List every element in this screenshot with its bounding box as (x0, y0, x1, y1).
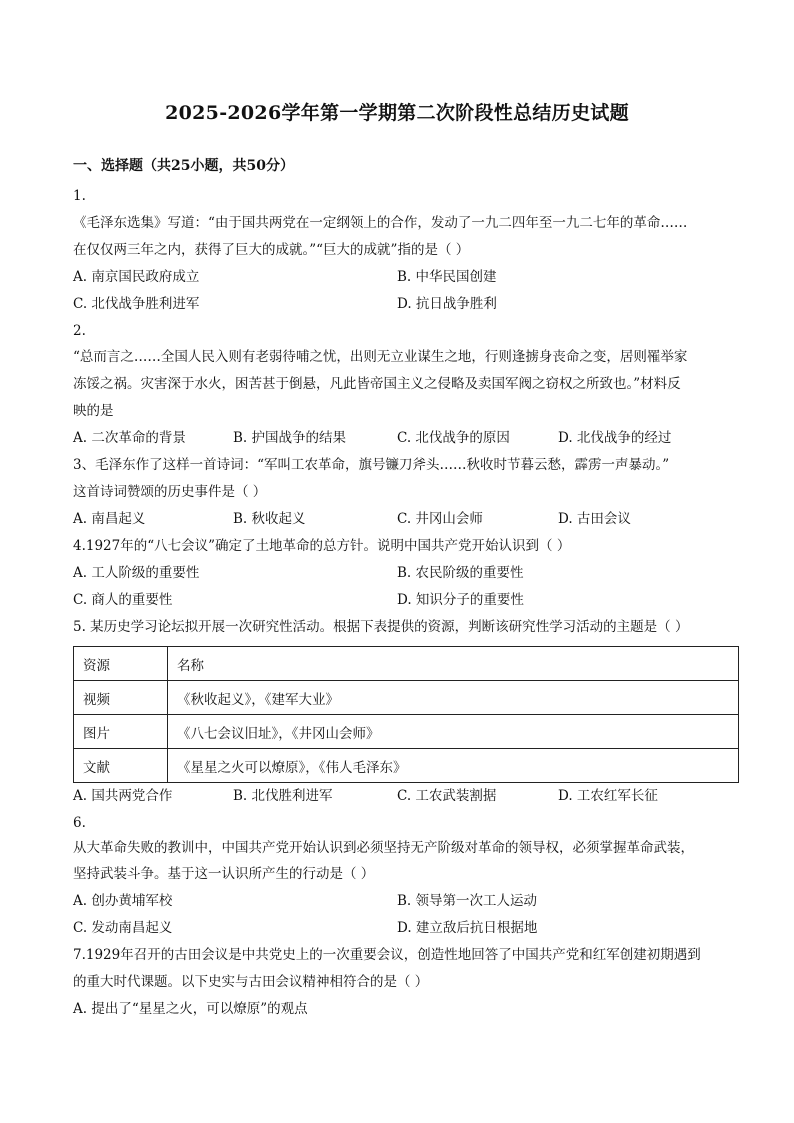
table-cell: 《秋收起义》，《建军大业》 (168, 681, 739, 715)
table-cell: 名称 (168, 647, 739, 681)
question-text: 冻馁之祸。灾害深于水火，困苦甚于倒悬，凡此皆帝国主义之侵略及卖国军阀之窃权之所致也。”材料反 (73, 376, 681, 392)
option-b[interactable]: B. 领导第一次工人运动 (397, 893, 538, 909)
option-a[interactable]: A. 二次革命的背景 (73, 430, 186, 446)
option-d[interactable]: D. 建立敌后抗日根据地 (397, 920, 538, 936)
question-text: 3、毛泽东作了这样一首诗词：“军叫工农革命，旗号镰刀斧头……秋收时节暮云愁，霹雳一声暴动。” (73, 457, 670, 473)
question-number: 1. (73, 188, 86, 204)
option-c[interactable]: C. 工农武装割据 (397, 788, 497, 804)
option-c[interactable]: C. 北伐战争的原因 (397, 430, 510, 446)
question-text: 坚持武装斗争。基于这一认识所产生的行动是（ ） (73, 866, 375, 882)
option-c[interactable]: C. 商人的重要性 (73, 592, 173, 608)
section-heading: 一、选择题（共25小题，共50分） (73, 158, 294, 174)
option-c[interactable]: C. 井冈山会师 (397, 511, 483, 527)
question-text: 7.1929年召开的古田会议是中共党史上的一次重要会议，创造性地回答了中国共产党和红军创建初期遇到 (73, 947, 701, 963)
table-row (74, 715, 739, 749)
option-b[interactable]: B. 护国战争的结果 (233, 430, 347, 446)
table-row (74, 681, 739, 715)
question-text: 在仅仅两三年之内，获得了巨大的成就。”“巨大的成就”指的是（ ） (73, 242, 470, 258)
option-a[interactable]: A. 南京国民政府成立 (73, 269, 200, 285)
option-a[interactable]: A. 提出了“星星之火，可以燎原”的观点 (73, 1001, 308, 1017)
table-cell: 资源 (74, 647, 168, 681)
question-text: 的重大时代课题。以下史实与古田会议精神相符合的是（ ） (73, 974, 429, 990)
option-b[interactable]: B. 农民阶级的重要性 (397, 565, 524, 581)
option-d[interactable]: D. 抗日战争胜利 (397, 296, 497, 312)
option-a[interactable]: A. 南昌起义 (73, 511, 146, 527)
question-text: 从大革命失败的教训中，中国共产党开始认识到必须坚持无产阶级对革命的领导权，必须掌握革命武装， (73, 840, 694, 856)
option-d[interactable]: D. 工农红军长征 (558, 788, 658, 804)
exam-title: 2025-2026学年第一学期第二次阶段性总结历史试题 (165, 102, 629, 124)
table-cell: 文献 (74, 749, 168, 783)
option-d[interactable]: D. 知识分子的重要性 (397, 592, 524, 608)
question-text: 《毛泽东选集》写道：“由于国共两党在一定纲领上的合作，发动了一九二四年至一九二七年的革命…… (73, 215, 688, 231)
option-b[interactable]: B. 中华民国创建 (397, 269, 497, 285)
option-b[interactable]: B. 北伐胜利进军 (233, 788, 333, 804)
table-cell: 《星星之火可以燎原》，《伟人毛泽东》 (168, 749, 739, 783)
option-b[interactable]: B. 秋收起义 (233, 511, 306, 527)
option-c[interactable]: C. 北伐战争胜利进军 (73, 296, 200, 312)
option-d[interactable]: D. 古田会议 (558, 511, 631, 527)
question-text: 4.1927年的“八七会议”确定了土地革命的总方针。说明中国共产党开始认识到（ ） (73, 538, 571, 554)
table-cell: 图片 (74, 715, 168, 749)
option-a[interactable]: A. 创办黄埔军校 (73, 893, 173, 909)
question-text: 映的是 (73, 403, 114, 419)
question-number: 2. (73, 323, 86, 339)
resource-table (73, 646, 739, 783)
option-c[interactable]: C. 发动南昌起义 (73, 920, 173, 936)
option-a[interactable]: A. 国共两党合作 (73, 788, 173, 804)
question-text: 5. 某历史学习论坛拟开展一次研究性活动。根据下表提供的资源，判断该研究性学习活动的主题是（ ） (73, 619, 689, 635)
table-row (74, 749, 739, 783)
table-row (74, 647, 739, 681)
question-number: 6. (73, 815, 86, 831)
table-cell: 视频 (74, 681, 168, 715)
table-cell: 《八七会议旧址》，《井冈山会师》 (168, 715, 739, 749)
question-text: “总而言之……全国人民入则有老弱待哺之忧，出则无立业谋生之地，行则逢掳身丧命之变，居则罹举家 (73, 349, 688, 365)
option-a[interactable]: A. 工人阶级的重要性 (73, 565, 200, 581)
option-d[interactable]: D. 北伐战争的经过 (558, 430, 672, 446)
question-text: 这首诗词赞颂的历史事件是（ ） (73, 484, 267, 500)
